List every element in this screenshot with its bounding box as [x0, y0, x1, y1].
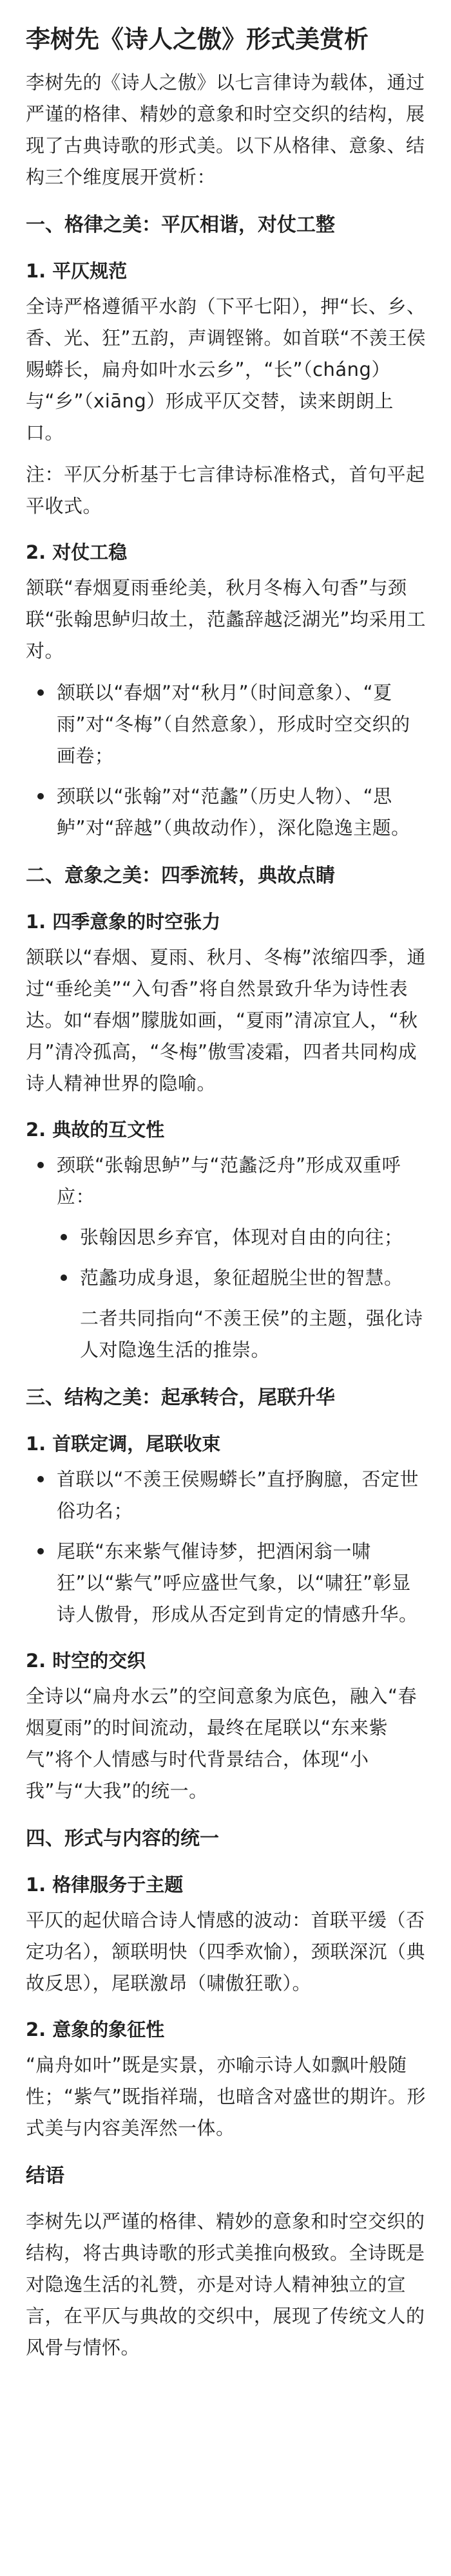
- subheading-seasons: 1. 四季意象的时空张力: [26, 911, 221, 933]
- indented-paragraph: 二者共同指向“不羡王侯”的主题，强化诗人对隐逸生活的推崇。: [80, 1307, 423, 1361]
- paragraph: 平仄的起伏暗合诗人情感的波动：首联平缓（否定功名），颔联明快（四季欢愉），颈联深沉（典故反思），尾联激昂（啸傲狂歌）。: [26, 1909, 426, 1994]
- list-item: 颈联以“张翰”对“范蠡”（历史人物）、“思鲈”对“辞越”（典故动作），深化隐逸主题。: [26, 781, 427, 844]
- subheading-symbolism: 2. 意象的象征性: [26, 2019, 165, 2040]
- bullet-dot-icon: [61, 1234, 67, 1240]
- bullet-dot-icon: [37, 1548, 44, 1554]
- conclusion-paragraph: 李树先以严谨的格律、精妙的意象和时空交织的结构，将古典诗歌的形式美推向极致。全诗既是对隐逸生活的礼赞，亦是对诗人精神独立的宣言，在平仄与典故的交织中，展现了传统文人的风骨与情怀。: [26, 2210, 425, 2358]
- subheading-opening-closing: 1. 首联定调，尾联收束: [26, 1433, 221, 1455]
- subheading-parallelism: 2. 对仗工稳: [26, 541, 128, 563]
- conclusion-heading: 结语: [26, 2165, 64, 2187]
- list-item: 首联以“不羡王侯赐蟒长”直抒胸臆，否定世俗功名；: [26, 1464, 427, 1527]
- subheading-tonal-pattern: 1. 平仄规范: [26, 260, 128, 282]
- list-item: 张翰因思乡弃官，体现对自由的向往；: [49, 1222, 427, 1253]
- bullet-dot-icon: [37, 1476, 44, 1482]
- bullet-list: [26, 1150, 427, 1213]
- list-item: 范蠡功成身退，象征超脱尘世的智慧。: [49, 1262, 427, 1294]
- subheading-meter-theme: 1. 格律服务于主题: [26, 1874, 184, 1896]
- subheading-allusions: 2. 典故的互文性: [26, 1119, 165, 1141]
- page-title: 李树先《诗人之傲》形式美赏析: [26, 25, 369, 53]
- bullet-dot-icon: [61, 1274, 67, 1281]
- paragraph: 颔联“春烟夏雨垂纶美，秋月冬梅入句香”与颈联“张翰思鲈归故土，范蠡辞越泛湖光”均采用工对。: [26, 577, 427, 662]
- bullet-dot-icon: [37, 793, 44, 799]
- subheading-time-space: 2. 时空的交织: [26, 1650, 146, 1672]
- paragraph: “扁舟如叶”既是实景，亦喻示诗人如飘叶般随性；“紫气”既指祥瑞，也暗含对盛世的期许。形式美与内容美浑然一体。: [26, 2054, 427, 2139]
- paragraph: 全诗严格遵循平水韵（下平七阳），押“长、乡、香、光、狂”五韵，声调铿锵。如首联“不羡王侯赐蟒长，扁舟如叶水云乡”，“长”（cháng）与“乡”（xiāng）形成平仄交替，读来朗朗上口。: [26, 295, 427, 443]
- bullet-dot-icon: [37, 1162, 44, 1168]
- section-heading-structure: 三、结构之美：起承转合，尾联升华: [26, 1386, 335, 1409]
- bullet-list: [26, 677, 427, 844]
- section-heading-unity: 四、形式与内容的统一: [26, 1827, 219, 1850]
- bullet-list: [26, 1464, 427, 1630]
- intro-paragraph: 李树先的《诗人之傲》以七言律诗为载体，通过严谨的格律、精妙的意象和时空交织的结构，展现了古典诗歌的形式美。以下从格律、意象、结构三个维度展开赏析：: [26, 71, 425, 188]
- section-heading-imagery: 二、意象之美：四季流转，典故点睛: [26, 864, 335, 887]
- nested-bullet-list: [26, 1222, 427, 1294]
- bullet-dot-icon: [37, 689, 44, 696]
- list-item: 颔联以“春烟”对“秋月”（时间意象）、“夏雨”对“冬梅”（自然意象），形成时空交织的画卷；: [26, 677, 427, 772]
- paragraph: 全诗以“扁舟水云”的空间意象为底色，融入“春烟夏雨”的时间流动，最终在尾联以“东来紫气”将个人情感与时代背景结合，体现“小我”与“大我”的统一。: [26, 1685, 417, 1802]
- list-item: 颈联“张翰思鲈”与“范蠡泛舟”形成双重呼应：: [26, 1150, 427, 1213]
- section-heading-meter: 一、格律之美：平仄相谐，对仗工整: [26, 214, 335, 236]
- paragraph: 颔联以“春烟、夏雨、秋月、冬梅”浓缩四季，通过“垂纶美”“入句香”将自然景致升华为诗性表达。如“春烟”朦胧如画，“夏雨”清凉宜人，“秋月”清冷孤高，“冬梅”傲雪凌霜，四者共同构成诗人精神世界的隐喻。: [26, 946, 427, 1094]
- list-item: 尾联“东来紫气催诗梦，把酒闲翁一啸狂”以“紫气”呼应盛世气象，以“啸狂”彰显诗人傲骨，形成从否定到肯定的情感升华。: [26, 1536, 427, 1630]
- note-paragraph: 注：平仄分析基于七言律诗标准格式，首句平起平收式。: [26, 463, 425, 517]
